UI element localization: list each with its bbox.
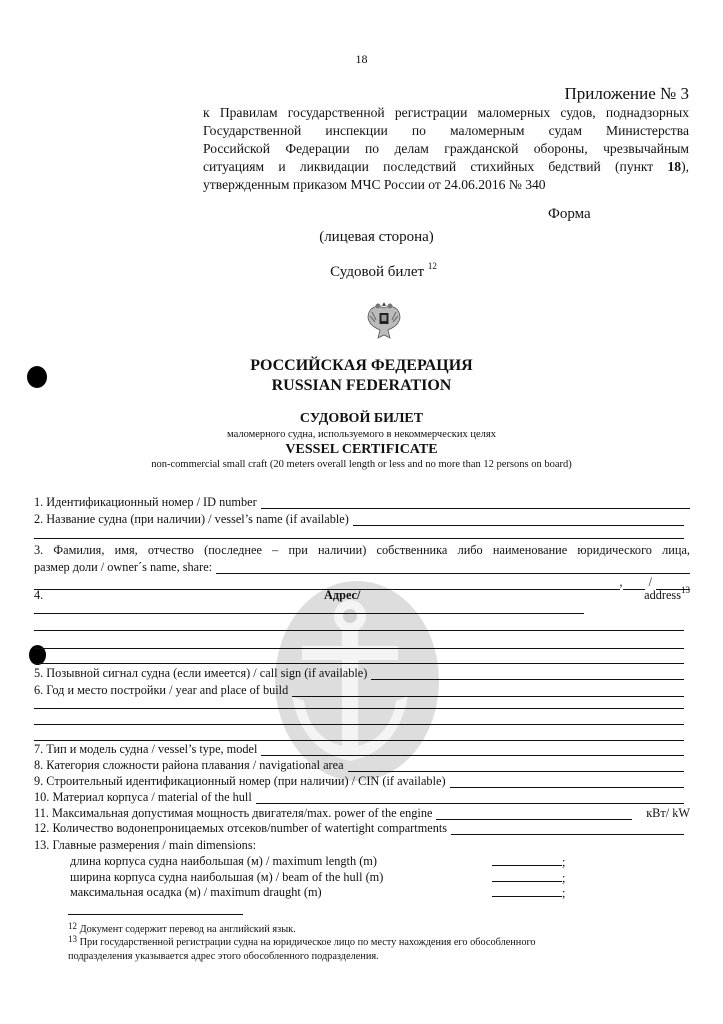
field-cin: [34, 774, 684, 788]
address-input-line[interactable]: [34, 648, 684, 649]
call-sign-input[interactable]: [371, 667, 684, 680]
footnote-text: При государственной регистрации судна на юридическое лицо по месту нахождения его обособленного: [79, 937, 536, 948]
field-year-place-build: [34, 683, 684, 697]
cin-input[interactable]: [450, 775, 684, 788]
appendix-preamble: [203, 104, 689, 194]
field-watertight-compartments: [34, 821, 684, 835]
year-place-build-input[interactable]: [292, 684, 684, 697]
draught-field: [492, 885, 565, 901]
field-number: 4.: [34, 588, 44, 602]
footnote-ref: 13: [681, 585, 690, 595]
address-input-line[interactable]: [34, 663, 684, 664]
preamble-line: Российской Федерации по делам гражданской обороны, чрезвычайным: [203, 141, 689, 156]
field-label: 7. Тип и модель судна / vessel’s type, model: [34, 742, 258, 756]
max-length-field: [492, 854, 565, 870]
footnote-13-continuation: подразделения указывается адрес этого обособленного подразделения.: [68, 951, 379, 962]
document-title: [0, 261, 723, 281]
year-place-build-input-continuation[interactable]: [34, 724, 684, 725]
field-label: 10. Материал корпуса / material of the hull: [34, 790, 252, 804]
dimension-label: длина корпуса судна наибольшая (м) / maximum length (m): [70, 854, 377, 868]
country-name-en: RUSSIAN FEDERATION: [271, 377, 452, 394]
beam-input[interactable]: [492, 870, 562, 882]
max-length-input[interactable]: [492, 854, 562, 866]
field-hull-material: [34, 790, 684, 804]
footnote-12: [68, 923, 296, 936]
engine-power-input[interactable]: [436, 807, 632, 820]
side-label: [0, 229, 723, 246]
owner-name-input[interactable]: [216, 561, 690, 574]
address-input-line[interactable]: [34, 630, 684, 631]
field-label: 2. Название судна (при наличии) / vessel’s name (if available): [34, 512, 349, 526]
field-label: 1. Идентификационный номер / ID number: [34, 495, 257, 509]
address-label-en: [644, 585, 690, 603]
field-label: 13. Главные размерения / main dimensions:: [34, 838, 257, 852]
certificate-subtitle-en: non-commercial small craft (20 meters overall length or less and no more than 12 persons on board): [151, 459, 572, 470]
address-input-line[interactable]: [34, 613, 584, 614]
field-label: 12. Количество водонепроницаемых отсеков/number of watertight compartments: [34, 821, 448, 835]
address-label-en-text: address: [644, 588, 681, 602]
slash-separator: /: [648, 575, 652, 589]
field-main-dimensions: [34, 838, 690, 852]
field-owner-share: [34, 560, 690, 574]
field-engine-power: [34, 806, 690, 820]
year-place-build-input-continuation[interactable]: [34, 708, 684, 709]
coat-of-arms-icon: [364, 298, 404, 342]
field-navigational-area: [34, 758, 684, 772]
field-label: 8. Категория сложности района плавания / navigational area: [34, 758, 344, 772]
preamble-line: [203, 158, 689, 176]
dimension-terminator: ;: [562, 886, 566, 900]
footnote-divider: [68, 914, 243, 915]
point-number: 18: [667, 159, 682, 174]
address-label-ru: Адрес/: [324, 588, 361, 602]
field-label: 5. Позывной сигнал судна (если имеется) / call sign (if available): [34, 666, 368, 680]
dimension-label: максимальная осадка (м) / maximum draught (m): [70, 885, 322, 899]
preamble-line: Государственной инспекции по маломерным судам Министерства: [203, 123, 689, 138]
field-label: 11. Максимальная допустимая мощность двигателя/max. power of the engine: [34, 806, 433, 820]
form-label: Форма: [548, 206, 591, 222]
share-numerator-input[interactable]: [623, 578, 645, 590]
field-label: 6. Год и место постройки / year and place of build: [34, 683, 289, 697]
dimension-terminator: ;: [562, 855, 566, 869]
hull-material-input[interactable]: [256, 791, 684, 804]
footnote-number: 12: [68, 921, 77, 931]
dimension-label: ширина корпуса судна наибольшая (м) / beam of the hull (m): [70, 870, 384, 884]
dimension-terminator: ;: [562, 871, 566, 885]
certificate-title-ru: СУДОВОЙ БИЛЕТ: [299, 411, 424, 426]
certificate-subtitle-ru: маломерного судна, используемого в некоммерческих целях: [227, 429, 496, 440]
field-vessel-name: [34, 512, 684, 526]
vessel-name-input[interactable]: [353, 513, 684, 526]
beam-field: [492, 870, 565, 886]
field-owner-label: 3. Фамилия, имя, отчество (последнее – при наличии) собственника либо наименование юридического лица,: [34, 543, 690, 557]
vessel-name-input-continuation[interactable]: [34, 538, 684, 539]
owner-share-row: [34, 576, 690, 590]
field-id-number: [34, 495, 690, 509]
point-suffix: ),: [681, 159, 689, 174]
document-title-text: Судовой билет: [330, 264, 425, 280]
appendix-title: Приложение № 3: [564, 84, 689, 103]
certificate-title-en: VESSEL CERTIFICATE: [285, 442, 438, 457]
footnote-13: [68, 936, 536, 949]
navigational-area-input[interactable]: [348, 759, 684, 772]
vessel-type-model-input[interactable]: [261, 743, 684, 756]
field-call-sign: [34, 666, 684, 680]
preamble-line: утвержденным приказом МЧС России от 24.06.2016 № 340: [203, 177, 546, 192]
year-place-build-input-continuation[interactable]: [34, 740, 684, 741]
footnote-ref: 12: [427, 261, 437, 271]
field-label: размер доли / owner´s name, share:: [34, 560, 213, 574]
comma-separator: ,: [619, 575, 623, 589]
country-name-ru: РОССИЙСКАЯ ФЕДЕРАЦИЯ: [250, 357, 473, 374]
field-label: 9. Строительный идентификационный номер (при наличии) / CIN (if available): [34, 774, 446, 788]
field-vessel-type-model: [34, 742, 684, 756]
preamble-line-text: ситуациям и ликвидации последствий стихийных бедствий (пункт: [203, 159, 668, 174]
page-number: 18: [355, 52, 368, 66]
preamble-line: к Правилам государственной регистрации маломерных судов, поднадзорных: [203, 105, 689, 120]
footnote-number: 13: [68, 934, 77, 944]
side-label-text: (лицевая сторона): [319, 229, 434, 245]
footnote-text: Документ содержит перевод на английский язык.: [79, 924, 296, 935]
id-number-input[interactable]: [261, 496, 690, 509]
watertight-compartments-input[interactable]: [451, 822, 684, 835]
draught-input[interactable]: [492, 885, 562, 897]
engine-power-unit: кВт/ kW: [646, 806, 690, 820]
